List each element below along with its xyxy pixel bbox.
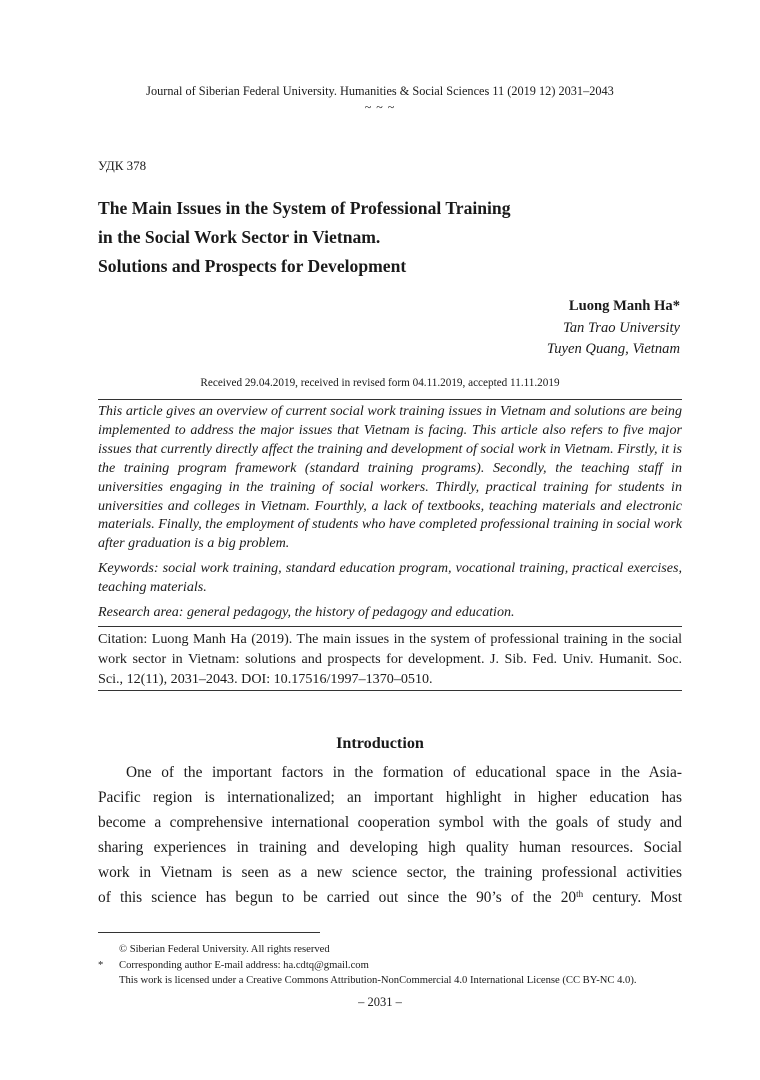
- paragraph-line: sharing experiences in training and developing high quality human resources. Social: [98, 838, 682, 856]
- journal-header: Journal of Siberian Federal University. Humanities & Social Sciences 11 (2019 12) 2031–2043: [146, 84, 614, 98]
- license-text: This work is licensed under a Creative Commons Attribution-NonCommercial 4.0 International License (CC BY-NC 4.0).: [119, 975, 637, 986]
- udk-code: УДК 378: [98, 158, 147, 173]
- divider: [98, 690, 682, 691]
- page-number: – 2031 –: [358, 995, 402, 1009]
- paragraph-line: [98, 886, 682, 911]
- abstract: This article gives an overview of current social work training issues in Vietnam and solutions are being implemented to address the major issues that Vietnam is facing. This article also refers to five major issues that currently directly affect the training and development of social work in Vietnam. Firstly, it is the training program framework (standard training programs). Secondly, the teaching staff in universities engaging in the training of social workers. Thirdly, practical training for students in universities and colleges in Vietnam. Fourthly, a lack of textbooks, teaching materials and electronic materials. Finally, the employment of students who have completed professional training in social work after graduation is a big problem.: [98, 403, 682, 552]
- citation: Citation: Luong Manh Ha (2019). The main issues in the system of professional training in the social work sector in Vietnam: solutions and prospects for development. J. Sib. Fed. Univ. Humanit. Soc. Sci., 12(11), 2031–2043. DOI: 10.17516/1997–1370–0510.: [98, 631, 682, 687]
- header-ornament: ~ ~ ~: [364, 100, 396, 114]
- footnote-marker: *: [98, 959, 104, 971]
- author-email: Corresponding author E-mail address: ha.cdtq@gmail.com: [119, 959, 369, 971]
- author-block: [547, 296, 680, 361]
- author-name: Luong Manh Ha*: [568, 298, 680, 314]
- paragraph-line: One of the important factors in the formation of educational space in the Asia-: [126, 764, 682, 781]
- author-footnote: [98, 958, 698, 974]
- author-location: Tuyen Quang, Vietnam: [546, 341, 680, 357]
- introduction-body: [98, 761, 682, 910]
- line-text: century. Most: [583, 888, 683, 906]
- paragraph-line: become a comprehensive international cooperation symbol with the goals of study and: [98, 813, 682, 831]
- paragraph-line: Pacific region is internationalized; an important highlight in higher education has: [98, 788, 682, 806]
- title-line: The Main Issues in the System of Professional Training: [98, 198, 511, 218]
- footnotes: [98, 942, 698, 989]
- footnote-divider: [98, 932, 320, 933]
- ordinal-superscript: th: [576, 888, 584, 899]
- paragraph-line: work in Vietnam is seen as a new science sector, the training professional activities: [98, 863, 682, 881]
- divider: [98, 626, 682, 627]
- paper-title: [98, 194, 658, 281]
- divider: [98, 399, 682, 400]
- line-text: of this science has begun to be carried out since the 90’s of the 20: [98, 888, 577, 906]
- keywords: Keywords: social work training, standard education program, vocational training, practical exercises, teaching materials.: [98, 560, 682, 595]
- research-area: Research area: general pedagogy, the history of pedagogy and education.: [98, 604, 515, 620]
- section-heading: Introduction: [336, 734, 424, 752]
- received-dates: Received 29.04.2019, received in revised form 04.11.2019, accepted 11.11.2019: [200, 377, 560, 389]
- title-line: in the Social Work Sector in Vietnam.: [98, 227, 381, 247]
- copyright-text: © Siberian Federal University. All rights reserved: [119, 944, 330, 955]
- title-line: Solutions and Prospects for Development: [98, 256, 407, 276]
- author-affiliation: Tan Trao University: [562, 319, 680, 336]
- license-note: [98, 973, 698, 989]
- copyright-note: [98, 942, 698, 958]
